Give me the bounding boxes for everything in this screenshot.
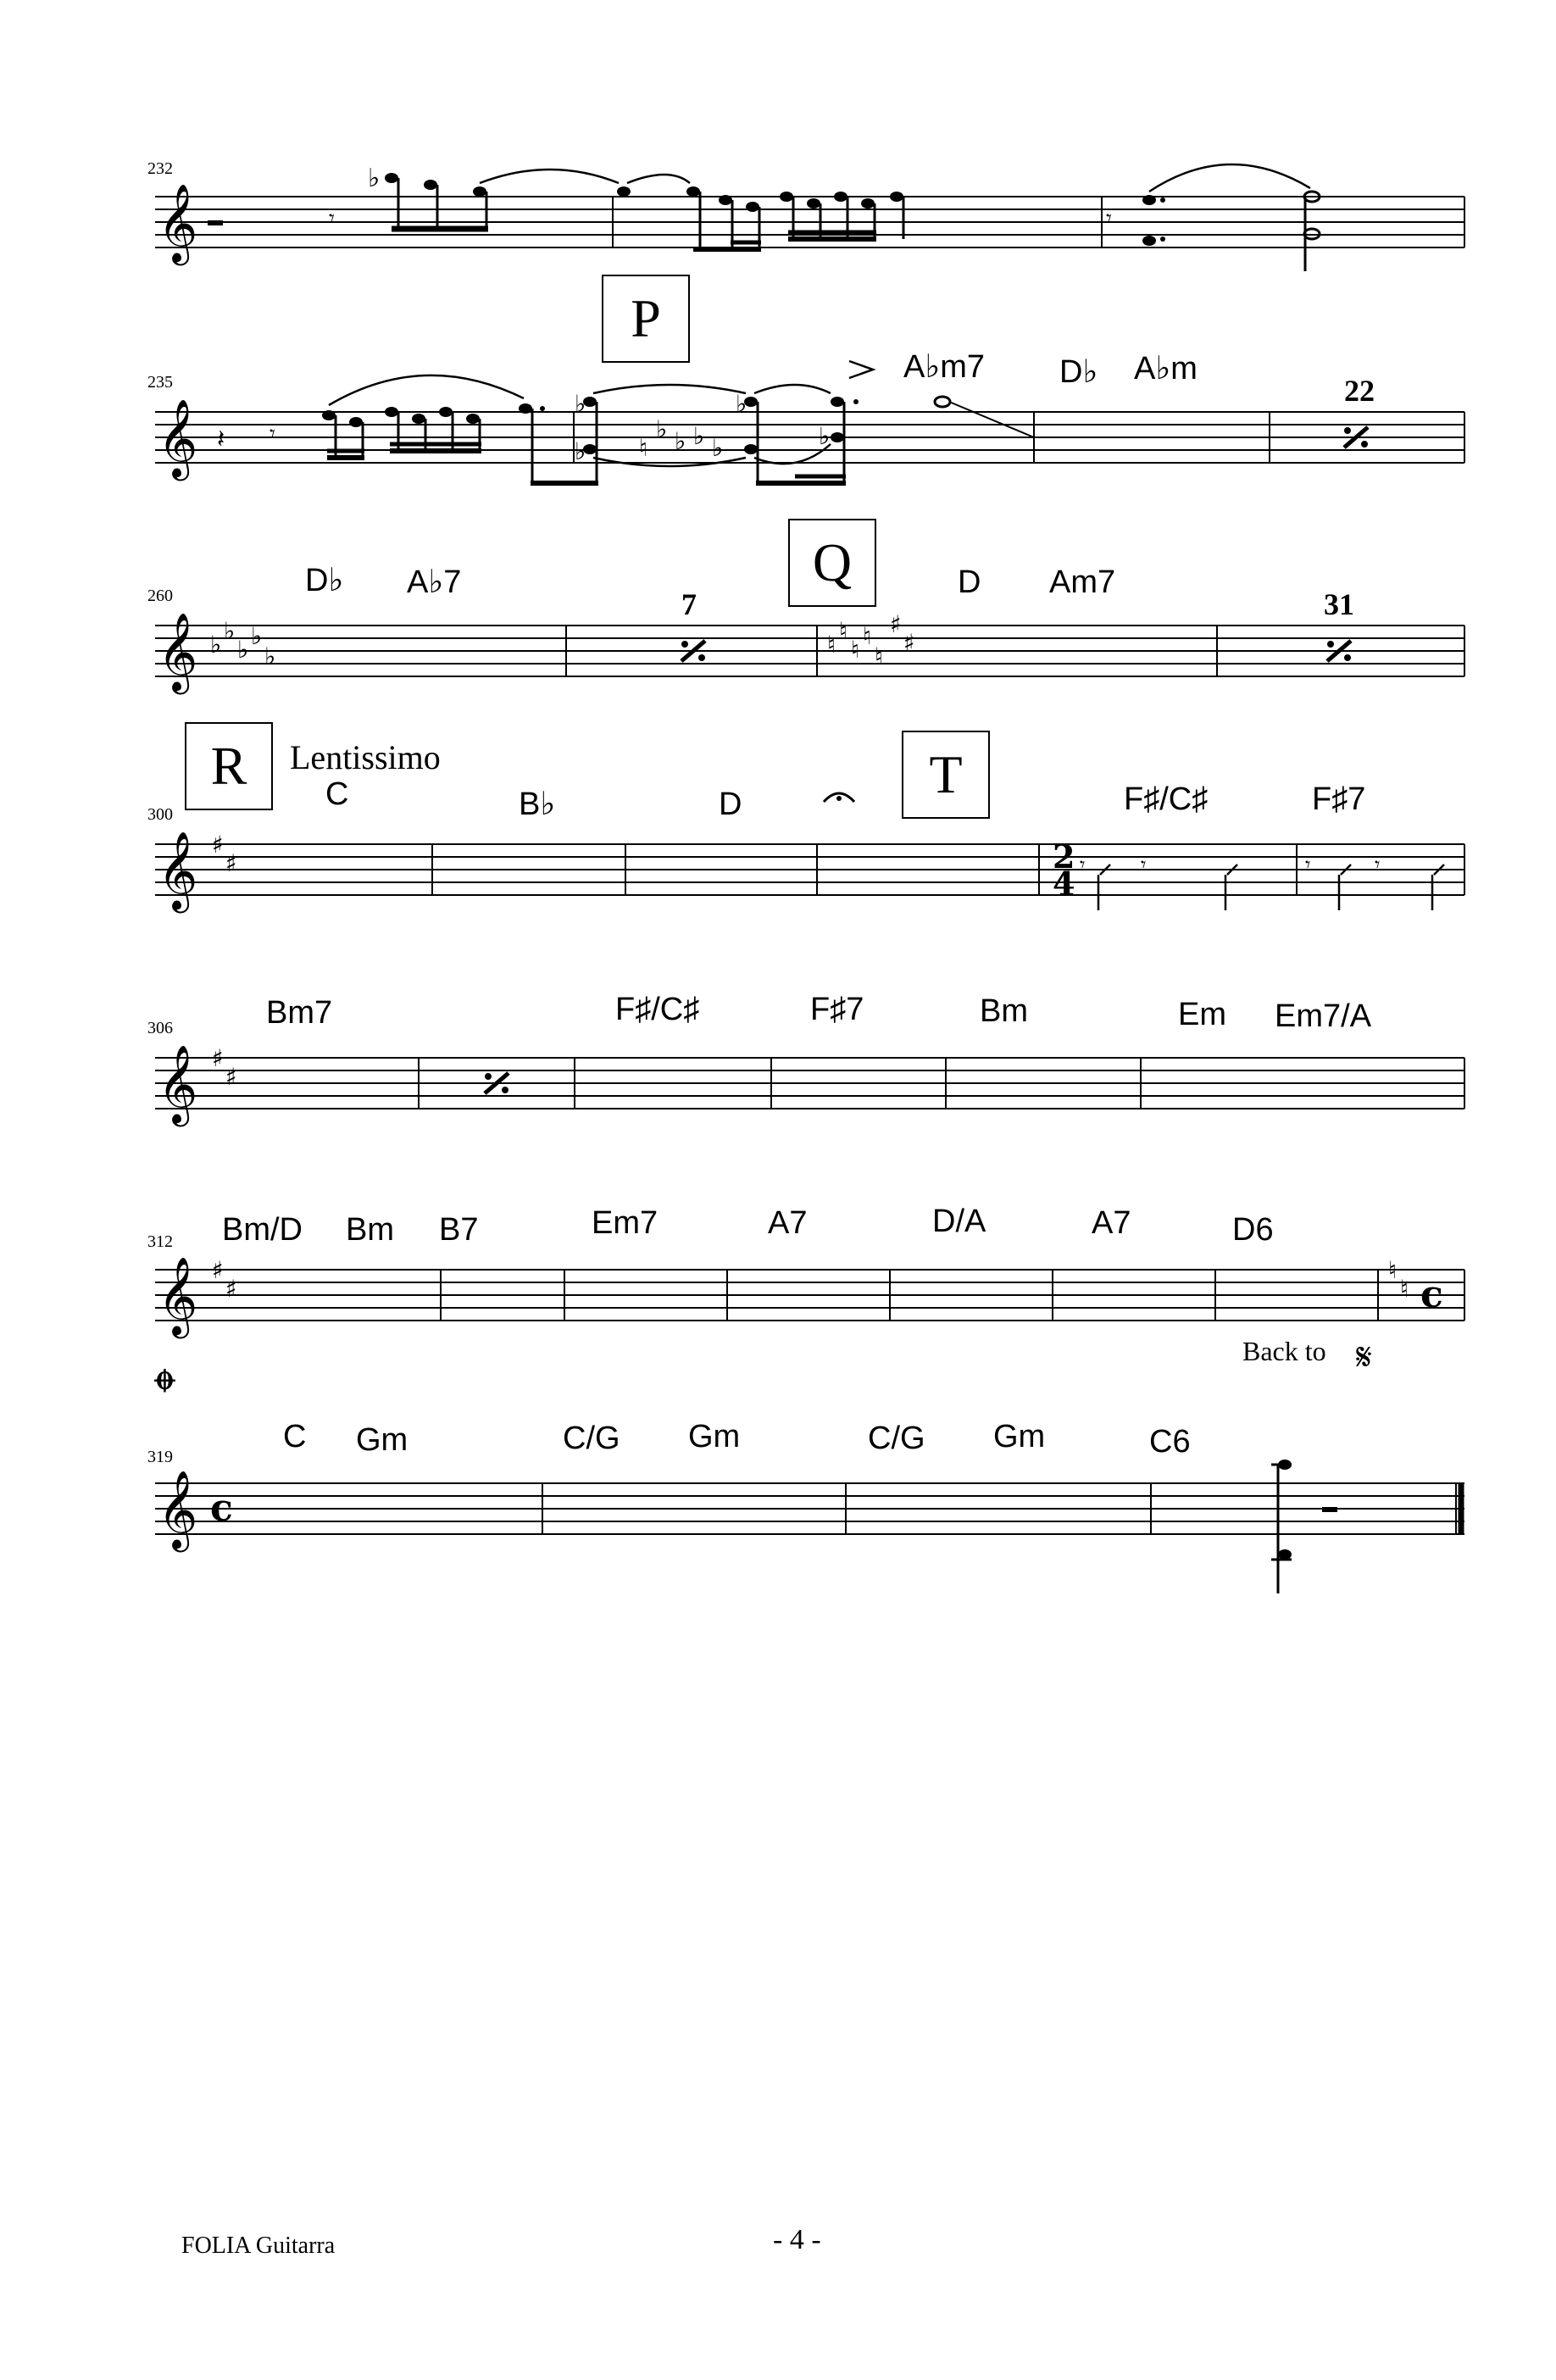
chord-symbol: D/A [932, 1204, 986, 1239]
svg-text:♯: ♯ [225, 849, 237, 877]
svg-text:𝄾: 𝄾 [270, 421, 275, 447]
chord-symbol: D [719, 787, 742, 822]
svg-text:♮: ♮ [863, 622, 872, 650]
svg-text:♭: ♭ [675, 427, 686, 455]
staff-notation [0, 993, 1556, 1192]
svg-text:♯: ♯ [212, 831, 224, 859]
svg-text:♭: ♭ [736, 390, 747, 418]
svg-text:♮: ♮ [851, 636, 860, 664]
chord-symbol: Gm [356, 1422, 408, 1458]
footer-title: FOLIA Guitarra [181, 2233, 336, 2259]
staff-system-235 [0, 288, 1556, 551]
staff-system-306 [0, 992, 1556, 1192]
svg-text:𝄾: 𝄾 [1375, 853, 1381, 876]
staff-system-319 [0, 1355, 1556, 1619]
svg-text:♯: ♯ [903, 629, 915, 657]
repeat-count: 7 [681, 587, 697, 621]
svg-text:𝄽: 𝄽 [217, 425, 225, 454]
rehearsal-mark-t: T [902, 731, 990, 819]
svg-text:♯: ♯ [212, 1256, 224, 1284]
chord-symbol: F♯/C♯ [615, 992, 700, 1027]
chord-symbol: F♯7 [810, 992, 864, 1027]
chord-symbol: A♭7 [407, 564, 462, 600]
coda-icon: 𝄌 [154, 1355, 175, 1426]
chord-symbol: Gm [688, 1419, 741, 1454]
staff-notation [0, 356, 1556, 551]
svg-text:𝄾: 𝄾 [329, 206, 335, 231]
measure-number: 232 [147, 159, 173, 178]
chord-symbol: C/G [563, 1421, 620, 1456]
svg-text:♭: ♭ [693, 422, 705, 450]
chord-symbol: B♭ [519, 787, 556, 822]
chord-symbol: A♭m7 [903, 349, 986, 385]
svg-text:𝄞: 𝄞 [158, 183, 198, 262]
svg-text:♭: ♭ [819, 422, 831, 450]
svg-text:♯: ♯ [212, 1044, 224, 1072]
svg-text:♭: ♭ [368, 164, 381, 193]
svg-text:♮: ♮ [827, 631, 836, 659]
svg-text:♭: ♭ [251, 622, 263, 650]
chord-symbol: D♭ [305, 563, 344, 598]
svg-text:♭: ♭ [656, 415, 668, 443]
staff-notation [0, 1355, 1556, 1619]
svg-text:𝄞: 𝄞 [158, 612, 198, 691]
chord-symbol: Em [1178, 997, 1226, 1032]
rehearsal-mark-r: R [185, 722, 273, 810]
svg-text:♮: ♮ [875, 642, 884, 670]
chord-symbol: C6 [1149, 1424, 1191, 1460]
staff-notation [0, 783, 1556, 978]
chord-symbol: Em7 [592, 1205, 659, 1241]
svg-text:♭: ♭ [237, 636, 249, 664]
measure-number: 235 [147, 373, 173, 392]
segno-icon: 𝄋 [1356, 1336, 1372, 1379]
chord-symbol: Em7/A [1275, 998, 1372, 1034]
svg-text:♮: ♮ [839, 617, 848, 645]
chord-symbol: B7 [439, 1212, 479, 1248]
svg-text:♭: ♭ [210, 631, 222, 659]
svg-text:c: c [210, 1487, 233, 1530]
svg-text:♮: ♮ [1388, 1256, 1398, 1284]
staff-notation [0, 144, 1556, 339]
svg-text:♯: ♯ [225, 1275, 237, 1303]
svg-text:𝄾: 𝄾 [1305, 853, 1311, 876]
chord-symbol: C [325, 776, 349, 812]
chord-symbol: D♭ [1059, 354, 1098, 390]
measure-number: 260 [147, 587, 173, 605]
staff-system-232 [0, 144, 1556, 339]
chord-symbol: A7 [1092, 1205, 1131, 1241]
svg-text:𝄞: 𝄞 [158, 1470, 198, 1549]
measure-number: 300 [147, 805, 173, 824]
svg-text:♭: ♭ [224, 617, 236, 645]
chord-symbol: A♭m [1134, 351, 1198, 386]
chord-symbol: F♯/C♯ [1124, 781, 1209, 817]
svg-text:♭: ♭ [264, 642, 276, 670]
svg-text:♮: ♮ [639, 434, 648, 462]
repeat-count: 22 [1344, 374, 1375, 408]
chord-symbol: Bm7 [266, 995, 333, 1031]
staff-system-312 [0, 1204, 1556, 1402]
measure-number: 312 [147, 1232, 173, 1251]
rehearsal-mark-q: Q [788, 519, 876, 607]
svg-text:𝄞: 𝄞 [158, 1044, 198, 1123]
measure-number: 306 [147, 1019, 173, 1037]
svg-text:♭: ♭ [575, 437, 586, 465]
chord-symbol: D [958, 564, 981, 600]
page-number: - 4 - [773, 2224, 821, 2255]
svg-text:4: 4 [1053, 865, 1075, 903]
staff-system-300 [0, 736, 1556, 978]
back-to-instruction: Back to [1242, 1336, 1326, 1366]
svg-text:𝄾: 𝄾 [1141, 853, 1147, 876]
repeat-count: 31 [1324, 587, 1354, 621]
tempo-marking: Lentissimo [290, 738, 441, 776]
svg-text:♭: ♭ [575, 390, 586, 418]
svg-text:♯: ♯ [890, 610, 902, 638]
svg-text:𝄾: 𝄾 [1106, 206, 1112, 231]
chord-symbol: Bm/D [222, 1212, 303, 1248]
chord-symbol: Bm [346, 1212, 394, 1248]
svg-text:𝄾: 𝄾 [1080, 853, 1086, 876]
measure-number: 319 [147, 1448, 173, 1466]
svg-text:2: 2 [1053, 837, 1075, 876]
chord-symbol: C/G [868, 1421, 925, 1456]
svg-text:𝄞: 𝄞 [158, 398, 198, 477]
svg-text:𝄞: 𝄞 [158, 831, 198, 909]
svg-text:♭: ♭ [712, 434, 724, 462]
chord-symbol: D6 [1232, 1212, 1274, 1248]
chord-symbol: A7 [768, 1205, 808, 1241]
svg-text:♯: ♯ [225, 1063, 237, 1091]
rehearsal-mark-p: P [602, 275, 690, 363]
chord-symbol: F♯7 [1312, 781, 1366, 817]
svg-text:c: c [1420, 1273, 1443, 1316]
chord-symbol: C [283, 1419, 307, 1454]
chord-symbol: Gm [993, 1419, 1046, 1454]
svg-text:♮: ♮ [1400, 1275, 1409, 1303]
staff-notation [0, 1204, 1556, 1402]
chord-symbol: Am7 [1049, 564, 1116, 600]
svg-text:𝄞: 𝄞 [158, 1256, 198, 1335]
chord-symbol: Bm [980, 993, 1028, 1029]
